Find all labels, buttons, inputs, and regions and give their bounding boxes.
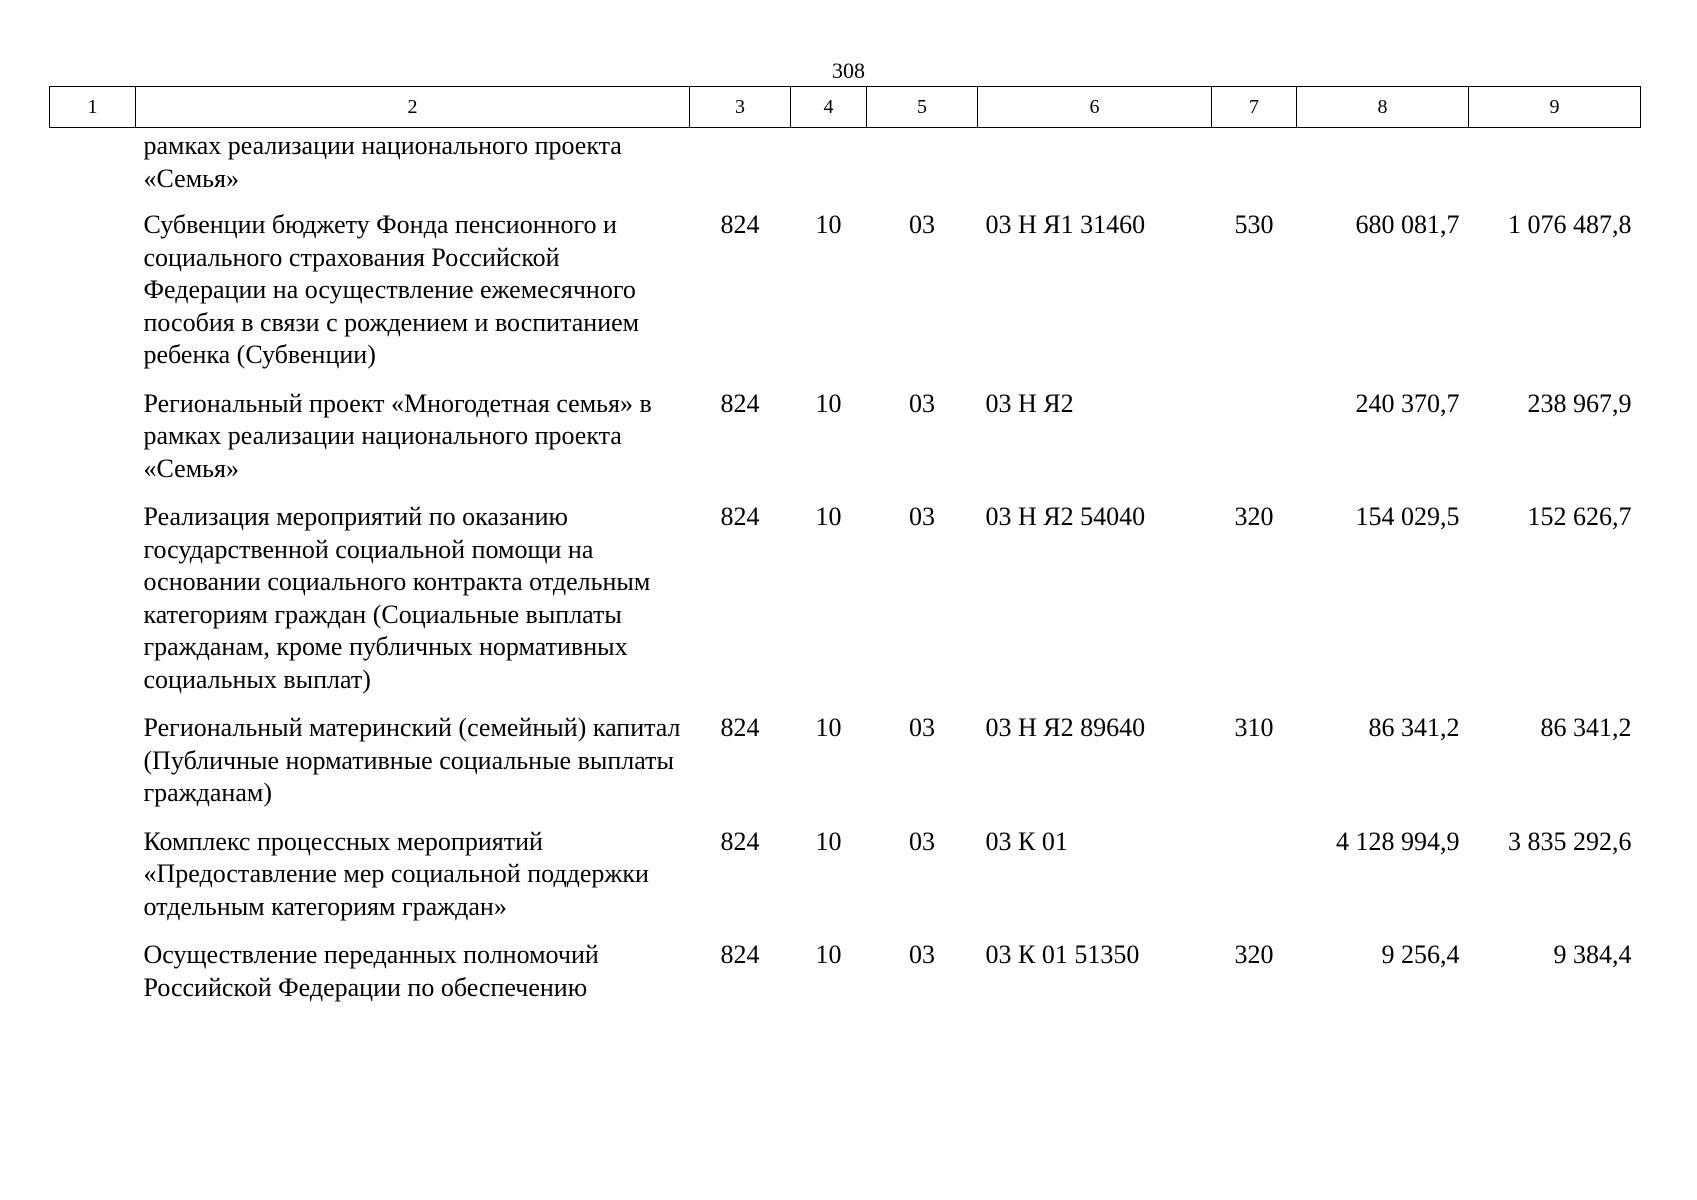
rz-code: 10: [815, 940, 842, 969]
column-header: 8: [1297, 87, 1469, 128]
empty-cell: [50, 939, 136, 1020]
ved-code: 824: [720, 713, 760, 742]
row-description: Осуществление переданных полномочий Российской Федерации по обеспечению: [143, 940, 599, 1002]
ved-code: 824: [720, 826, 760, 856]
ved-code: 824: [720, 388, 760, 418]
pr-code: 03: [909, 210, 935, 239]
vr-code: [1212, 388, 1297, 502]
row-description: рамках реализации национального проекта «Семья»: [143, 131, 622, 193]
rz-code: 10: [815, 713, 842, 742]
column-header: 1: [50, 87, 136, 128]
row-description: Субвенции бюджету Фонда пенсионного и социального страхования Российской Федерации на осуществление ежемесячного пособия в связи с рождением и воспитанием ребенка (Субвенции): [143, 210, 640, 369]
row-description: Реализация мероприятий по оказанию государственной социальной помощи на основании социального контракта отдельным категориям граждан (Социальные выплаты гражданам, кроме публичных нормативных социальных выплат): [143, 502, 651, 694]
table-row: [50, 712, 1641, 826]
empty-cell: [50, 712, 136, 826]
pr-code: 03: [909, 713, 935, 742]
amount-year-1: 680 081,7: [1355, 210, 1460, 239]
pr-code: 03: [909, 940, 935, 969]
rz-code: [791, 128, 867, 210]
vr-code: 320: [1234, 502, 1274, 531]
csr-code: 03 Н Я2 54040: [985, 502, 1146, 531]
row-description: Региональный проект «Многодетная семья» в рамках реализации национального проекта «Семья»: [143, 388, 652, 483]
amount-year-2: 9 384,4: [1553, 940, 1632, 969]
column-header: 2: [136, 87, 690, 128]
rz-code: 10: [815, 826, 842, 856]
amount-year-2: [1469, 128, 1641, 210]
empty-cell: [50, 388, 136, 502]
empty-cell: [50, 501, 136, 712]
csr-code: [978, 128, 1212, 210]
vr-code: 530: [1234, 210, 1274, 239]
column-header: 6: [978, 87, 1212, 128]
amount-year-2: 238 967,9: [1527, 388, 1632, 418]
budget-table: [49, 86, 1641, 1020]
amount-year-1: 4 128 994,9: [1336, 826, 1460, 856]
column-header: 4: [791, 87, 867, 128]
csr-code: 03 К 01 51350: [985, 940, 1140, 969]
vr-code: 320: [1234, 940, 1274, 969]
column-number-header-row: [50, 87, 1641, 128]
csr-code: 03 Н Я1 31460: [985, 210, 1146, 239]
vr-code: [1212, 826, 1297, 940]
amount-year-2: 3 835 292,6: [1508, 826, 1632, 856]
table-row: [50, 388, 1641, 502]
rz-code: 10: [815, 502, 842, 531]
ved-code: 824: [720, 940, 760, 969]
amount-year-2: 1 076 487,8: [1508, 210, 1632, 239]
csr-code: 03 К 01: [985, 826, 1068, 856]
vr-code: 310: [1234, 713, 1274, 742]
amount-year-1: 9 256,4: [1381, 940, 1460, 969]
pr-code: [867, 128, 978, 210]
table-row: [50, 209, 1641, 388]
amount-year-1: 154 029,5: [1355, 502, 1460, 531]
table-row: [50, 128, 1641, 210]
rz-code: 10: [815, 210, 842, 239]
pr-code: 03: [909, 502, 935, 531]
pr-code: 03: [909, 826, 935, 856]
column-header: 7: [1212, 87, 1297, 128]
csr-code: 03 Н Я2: [985, 388, 1074, 418]
vr-code: [1212, 128, 1297, 210]
ved-code: [690, 128, 791, 210]
empty-cell: [50, 826, 136, 940]
amount-year-1: 86 341,2: [1368, 713, 1460, 742]
table-row: [50, 939, 1641, 1020]
empty-cell: [50, 128, 136, 210]
empty-cell: [50, 209, 136, 388]
page-number: 308: [832, 58, 865, 83]
table-row: [50, 501, 1641, 712]
pr-code: 03: [909, 388, 935, 418]
column-header: 9: [1469, 87, 1641, 128]
row-description: Комплекс процессных мероприятий «Предоставление мер социальной поддержки отдельным категориям граждан»: [143, 826, 649, 921]
column-header: 5: [867, 87, 978, 128]
table-row: [50, 826, 1641, 940]
amount-year-1: 240 370,7: [1355, 388, 1460, 418]
rz-code: 10: [815, 388, 842, 418]
amount-year-2: 86 341,2: [1540, 713, 1632, 742]
row-description: Региональный материнский (семейный) капитал (Публичные нормативные социальные выплаты гражданам): [143, 713, 681, 807]
amount-year-2: 152 626,7: [1527, 502, 1632, 531]
ved-code: 824: [720, 502, 760, 531]
ved-code: 824: [720, 210, 760, 239]
amount-year-1: [1297, 128, 1469, 210]
column-header: 3: [690, 87, 791, 128]
csr-code: 03 Н Я2 89640: [985, 713, 1146, 742]
